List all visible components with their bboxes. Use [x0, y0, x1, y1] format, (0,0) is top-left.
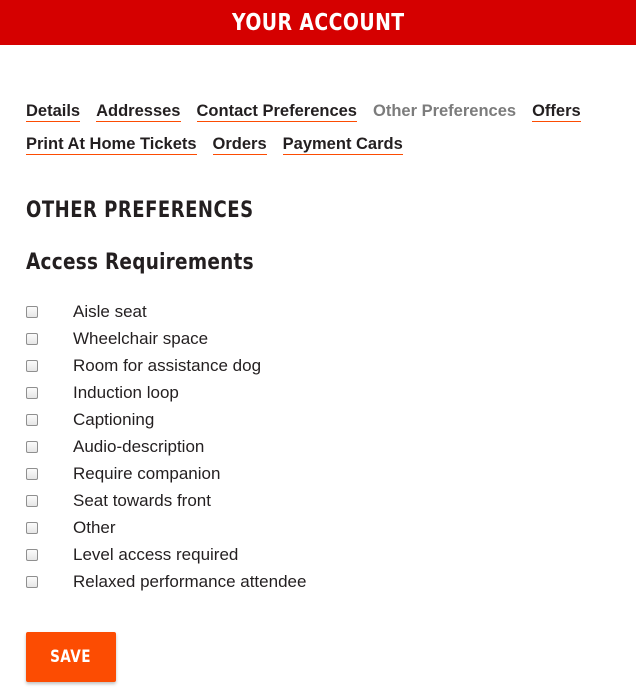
save-button[interactable]	[26, 632, 116, 682]
option-assistance-dog	[26, 352, 616, 379]
option-captioning	[26, 406, 616, 433]
access-requirements-list	[26, 298, 616, 596]
account-nav	[26, 101, 626, 167]
nav-link-orders[interactable]: Orders	[212, 135, 267, 153]
option-seat-towards-front	[26, 488, 616, 515]
page-title: OTHER PREFERENCES	[26, 198, 254, 223]
nav-link-contact-preferences[interactable]: Contact Preferences	[196, 102, 357, 120]
option-relaxed-performance	[26, 569, 616, 596]
account-header	[0, 0, 636, 45]
nav-row-2	[26, 134, 626, 158]
audio-description-checkbox[interactable]	[26, 441, 38, 453]
option-label: Require companion	[73, 464, 221, 484]
nav-link-print-at-home-tickets[interactable]: Print At Home Tickets	[26, 135, 197, 153]
option-label: Other	[73, 518, 116, 538]
seat-towards-front-checkbox[interactable]	[26, 495, 38, 507]
nav-link-other-preferences: Other Preferences	[372, 102, 517, 120]
captioning-checkbox[interactable]	[26, 414, 38, 426]
induction-loop-checkbox[interactable]	[26, 387, 38, 399]
nav-link-payment-cards[interactable]: Payment Cards	[282, 135, 403, 153]
option-require-companion	[26, 461, 616, 488]
option-induction-loop	[26, 379, 616, 406]
level-access-checkbox[interactable]	[26, 549, 38, 561]
option-label: Induction loop	[73, 382, 179, 402]
option-other	[26, 515, 616, 542]
option-label: Wheelchair space	[73, 328, 209, 348]
option-label: Room for assistance dog	[73, 355, 262, 375]
nav-link-offers[interactable]: Offers	[532, 102, 581, 120]
section-subtitle: Access Requirements	[26, 250, 254, 275]
option-aisle-seat	[26, 298, 616, 325]
option-audio-description	[26, 433, 616, 460]
other-checkbox[interactable]	[26, 522, 38, 534]
option-label: Seat towards front	[73, 491, 211, 511]
save-button-label: SAVE	[50, 647, 92, 667]
nav-link-details[interactable]: Details	[26, 102, 81, 120]
option-level-access	[26, 542, 616, 569]
option-label: Audio-description	[73, 437, 205, 457]
assistance-dog-checkbox[interactable]	[26, 360, 38, 372]
wheelchair-space-checkbox[interactable]	[26, 333, 38, 345]
option-wheelchair-space	[26, 325, 616, 352]
option-label: Relaxed performance attendee	[73, 572, 307, 592]
aisle-seat-checkbox[interactable]	[26, 306, 38, 318]
header-title: YOUR ACCOUNT	[231, 9, 405, 36]
option-label: Aisle seat	[73, 301, 147, 321]
nav-row-1	[26, 101, 626, 125]
option-label: Captioning	[73, 409, 155, 429]
option-label: Level access required	[73, 545, 239, 565]
require-companion-checkbox[interactable]	[26, 468, 38, 480]
nav-link-addresses[interactable]: Addresses	[96, 102, 181, 120]
relaxed-performance-checkbox[interactable]	[26, 576, 38, 588]
